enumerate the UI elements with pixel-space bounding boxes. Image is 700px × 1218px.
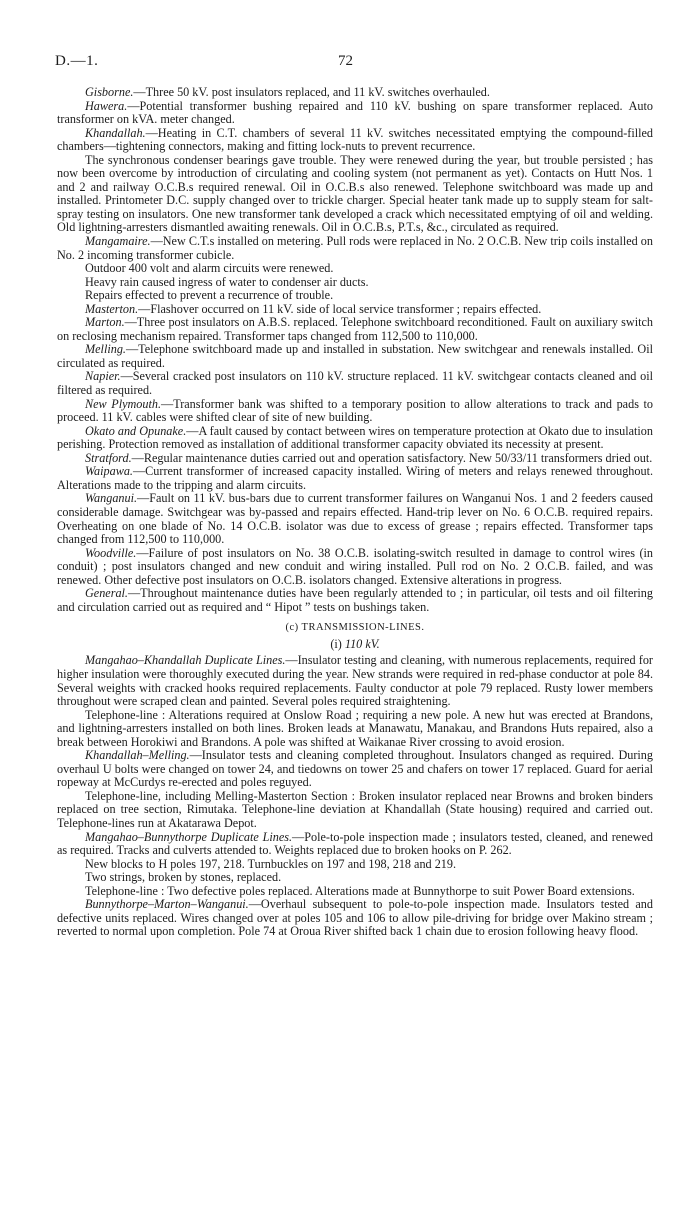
paragraph-lead: Mangahao–Bunnythorpe Duplicate Lines. [85,829,293,844]
paragraph-text: New blocks to H poles 197, 218. Turnbuckles on 197 and 198, 218 and 219. [85,856,457,871]
paragraph-text: —Current transformer of increased capacity installed. Wiring of meters and relays renewed throughout. Alterations made to the tripping and alarm circuits. [57,464,653,492]
paragraph [57,654,653,708]
paragraph-text: —Three post insulators on A.B.S. replaced. Telephone switchboard reconditioned. Fault on auxiliary switch on reclosing mechanism repaired. Transformer taps changed from 112,500 to 110,000. [57,315,653,343]
subsection-voltage: 110 kV. [344,636,380,651]
paragraph-text: —Overhaul subsequent to pole-to-pole inspection made. Insulators tested and defective units replaced. Wires changed over at poles 105 and 106 to allow pile-driving for bridge over Makino stream ; reverted to normal upon completion. Pole 74 at Oroua River shifted back 1 chain due to erosion following heavy flood. [57,897,653,939]
paragraph-text: —A fault caused by contact between wires on temperature protection at Okato due to insulation perishing. Protection removed as installation of additional transformer capacity obviated its necessity at present. [57,423,653,452]
paragraph-text: Repairs effected to prevent a recurrence of trouble. [85,288,334,303]
paragraph-lead: Okato and Opunake. [85,423,187,438]
paragraph [57,749,653,790]
paragraph-text: —Regular maintenance duties carried out and operation satisfactory. New 50/33/11 transformers dried out. [131,450,653,465]
paragraph [57,790,653,831]
paragraph-text: —Telephone switchboard made up and installed in substation. New switchgear and renewals installed. Oil circulated as required. [57,342,653,370]
paragraph-lead: General. [85,586,128,601]
subsection-heading [57,638,653,652]
paragraph-text: Telephone-line : Alterations required at Onslow Road ; requiring a new pole. A new hut was erected at Brandons, and lightning-arresters installed on both lines. Broken leads at Manawatu, Manakau, and Brandons Huts repaired, also a break between Horokiwi and Brandons. A pole was shifted at Waikanae River crossing to avoid erosion. [57,707,653,749]
paragraph [57,871,653,885]
paragraph-text: —Transformer bank was shifted to a temporary position to allow alterations to track and pads to proceed. 11 kV. cables were shifted clear of site of new building. [57,396,653,425]
paragraph-lead: Waipawa. [85,464,133,479]
paragraph-text: —Throughout maintenance duties have been regularly attended to ; in particular, oil tests and oil filtering and circulation carried out as required and “ Hipot ” tests on bushings taken. [57,586,653,614]
paragraph-text: Telephone-line : Two defective poles replaced. Alterations made at Bunnythorpe to suit Power Board extensions. [85,883,635,898]
paragraph-lead: Wanganui. [85,491,138,506]
subsection-prefix: (i) [330,636,345,651]
paragraph-lead: Hawera. [85,98,128,113]
paragraph [57,235,653,262]
paragraph-text: —Flashover occurred on 11 kV. side of local service transformer ; repairs effected. [138,301,542,316]
paragraph [57,343,653,370]
paragraph-text: —Failure of post insulators on No. 38 O.C.B. isolating-switch resulted in damage to control wires (in conduit) ; post insulators changed and new conduit and wiring installed. Pull rod on No. 2 O.C.B. failed, and was renewed. Other defective post insulators on O.C.B. isolators changed. Extensive alterations in progress. [57,545,653,587]
paragraph-lead: Woodville. [85,545,137,560]
transmission-lines-section [57,654,653,938]
paragraph-text: —Several cracked post insulators on 110 kV. structure replaced. 11 kV. switchgear contacts cleaned and oil filtered as required. [57,369,653,398]
page-number: 72 [338,53,353,69]
section-heading: (c) TRANSMISSION-LINES. [285,622,425,634]
paragraph [57,303,653,317]
paragraph-lead: Khandallah. [85,125,146,140]
paragraph [57,425,653,452]
paragraph [57,100,653,127]
paragraph [57,709,653,750]
paragraph-lead: Khandallah–Melling. [85,748,190,763]
paragraph-lead: Masterton. [85,301,139,316]
paragraph-text: —Potential transformer bushing repaired and 110 kV. bushing on spare transformer replaced. Auto transformer on kVA. meter changed. [57,98,653,127]
paragraph-text: Heavy rain caused ingress of water to condenser air ducts. [85,274,369,289]
paragraph-lead: Stratford. [85,450,132,465]
paragraph [57,547,653,588]
paragraph-text: —New C.T.s installed on metering. Pull rods were replaced in No. 2 O.C.B. New trip coils installed on No. 2 incoming transformer cubicle. [57,234,653,262]
paragraph-text: Outdoor 400 volt and alarm circuits were renewed. [85,261,334,276]
paragraph-text: —Three 50 kV. post insulators replaced, and 11 kV. switches overhauled. [133,85,490,99]
paragraph-text: —Heating in C.T. chambers of several 11 kV. switches necessitated emptying the compound-filled chambers—tightening connectors, making and fitting lock-nuts to prevent recurrence. [57,125,653,154]
paragraph [57,831,653,858]
paragraph-lead: Marton. [85,315,125,330]
paragraph-lead: New Plymouth. [85,396,162,411]
paragraph-text: —Insulator testing and cleaning, with numerous replacements, required for higher insulation were thoroughly executed during the year. New strands were required in red-phase conductor at pole 84. Several weights with cracked hooks required replacements. Faulty conductor at pole 79 replaced. Rusty lower members throughout were scraped clean and painted. Several poles required straightening. [57,653,653,709]
paragraph [57,289,653,303]
document-reference: D.—1. [55,53,99,69]
paragraph-text: Two strings, broken by stones, replaced. [85,870,282,885]
paragraph [57,86,653,100]
paragraph [57,452,653,466]
paragraph [57,898,653,939]
paragraph [57,262,653,276]
paragraph [57,370,653,397]
paragraph-lead: Melling. [85,342,126,357]
paragraph [57,316,653,343]
paragraph [57,127,653,154]
paragraph [57,885,653,899]
paragraph [57,492,653,546]
paragraph [57,276,653,290]
paragraph-lead: Napier. [85,369,121,384]
paragraph-lead: Mangamaire. [85,234,151,249]
paragraph [57,154,653,235]
paragraph-text: The synchronous condenser bearings gave trouble. They were renewed during the year, but trouble persisted ; has now been overcome by introduction of circulating and cooling system (not permanent as yet). Contacts on Hutt Nos. 1 and 2 and railway O.C.B.s required renewal. Oil in O.C.B.s also renewed. Telephone switchboard was made up and installed. Printometer D.C. supply changed over to trickle charger. Special heater tank made up to supply steam for salt-spray testing on insulators. One new transformer tank developed a crack which necessitated emptying of oil and welding. Old lightning-arresters dismantled awaiting renewals. Oil in O.C.B.s, P.T.s, &c., circulated as required. [57,152,653,235]
paragraph [57,465,653,492]
paragraph [57,587,653,614]
document-body [57,86,653,939]
paragraph [57,858,653,872]
paragraph-text: —Fault on 11 kV. bus-bars due to current transformer failures on Wanganui Nos. 1 and 2 feeders caused considerable damage. Switchgear was by-passed and repairs effected. Hand-trip lever on No. 6 O.C.B. required repairs. Overheating on one blade of No. 14 O.C.B. isolator was due to excess of grease ; repairs effected. Transformer taps changed from 112,500 to 110,000. [57,491,653,547]
paragraph-text: —Pole-to-pole inspection made ; insulators tested, cleaned, and renewed as required. Tracks and culverts attended to. Weights replaced due to broken hooks on P. 262. [57,829,654,858]
paragraph-lead: Mangahao–Khandallah Duplicate Lines. [85,653,286,668]
paragraph [57,398,653,425]
stations-maintenance-section [57,86,653,614]
paragraph-lead: Bunnythorpe–Marton–Wanganui. [85,897,249,912]
paragraph-lead: Gisborne. [85,85,134,99]
paragraph-text: —Insulator tests and cleaning completed throughout. Insulators changed as required. During overhaul U bolts were changed on tower 24, and tiedowns on tower 25 and chafers on tower 17 replaced. Guard for aerial ropeway at McCurdys re-erected and poles reguyed. [57,748,653,790]
paragraph-text: Telephone-line, including Melling-Masterton Section : Broken insulator replaced near Browns and broken binders replaced on tree section, Rimutaka. Telephone-line deviation at Khandallah (State housing) required and carried out. Telephone-lines run at Akatarawa Depot. [57,788,653,830]
